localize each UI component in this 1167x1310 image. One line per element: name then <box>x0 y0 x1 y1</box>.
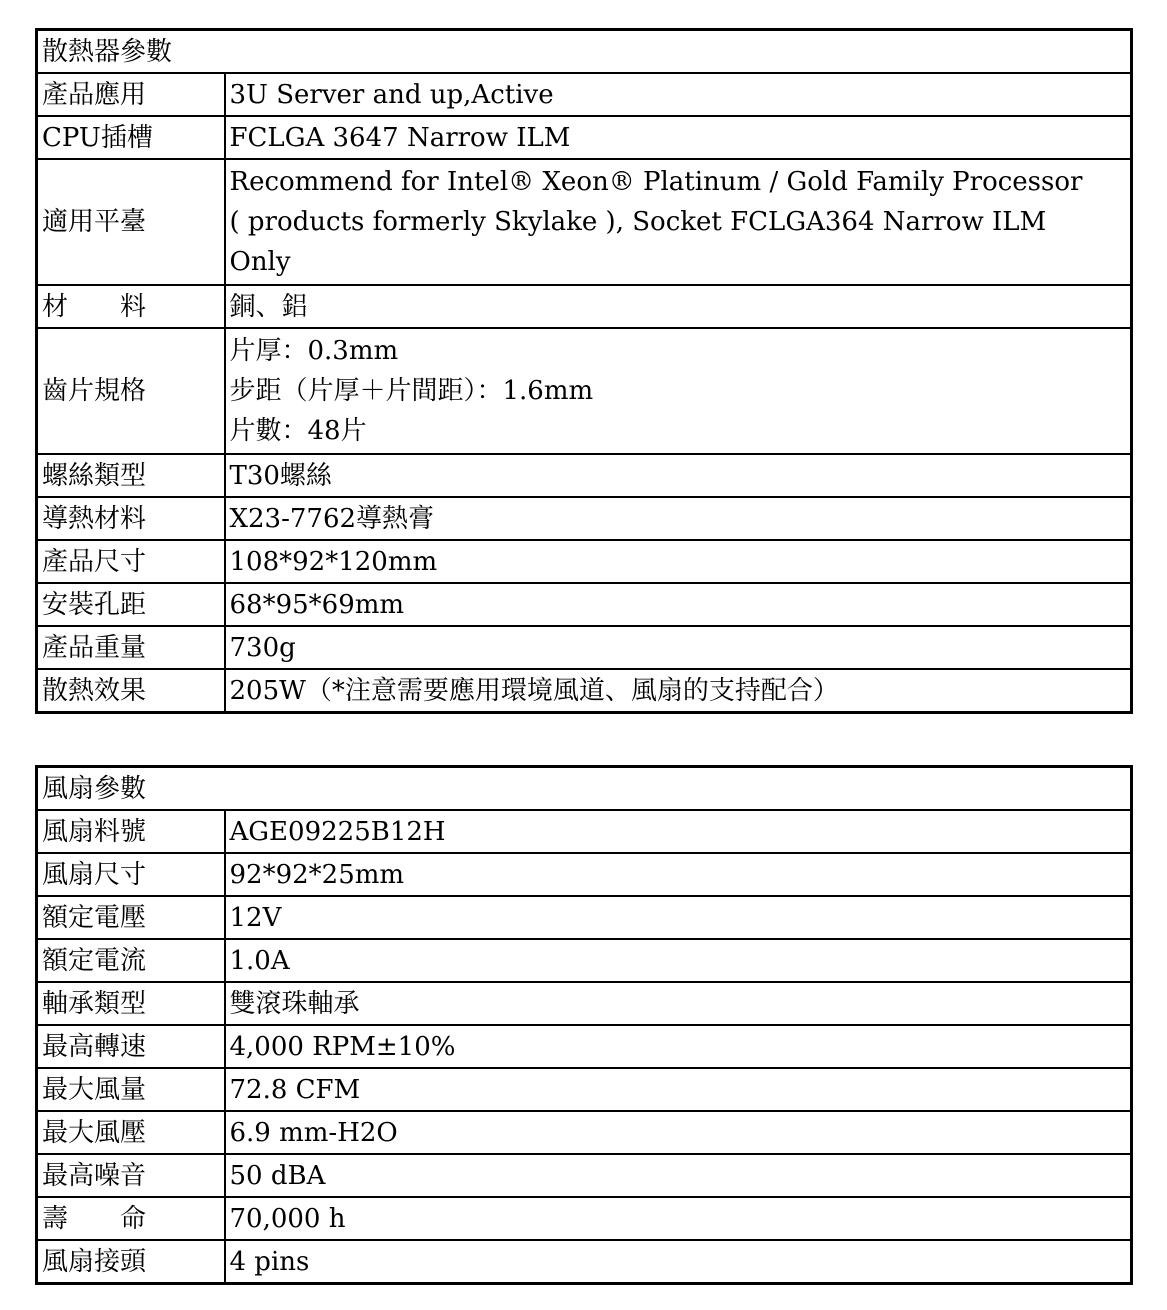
heatsink-spec-table <box>35 28 1133 714</box>
heatsink-value-fin-spec <box>225 328 1132 454</box>
heatsink-value-screw-type: T30螺絲 <box>225 454 1132 497</box>
heatsink-value-hole-spacing: 68*95*69mm <box>225 583 1132 626</box>
heatsink-table-title: 散熱器參數 <box>37 30 1132 74</box>
fan-label-connector: 風扇接頭 <box>37 1240 225 1284</box>
fan-label-max-speed: 最高轉速 <box>37 1025 225 1068</box>
platform-line-2: ( products formerly Skylake ), Socket FCLGA364 Narrow ILM <box>229 207 1047 237</box>
fan-table-title: 風扇參數 <box>37 767 1132 811</box>
fan-value-max-noise: 50 dBA <box>225 1154 1132 1197</box>
fan-value-max-pressure: 6.9 mm-H2O <box>225 1111 1132 1154</box>
heatsink-label-platform: 適用平臺 <box>37 159 225 285</box>
heatsink-value-weight: 730g <box>225 626 1132 669</box>
heatsink-label-thermal-material: 導熱材料 <box>37 497 225 540</box>
fin-spec-line-1: 片厚：0.3mm <box>229 336 399 366</box>
fan-label-rated-current: 額定電流 <box>37 939 225 982</box>
fan-value-rated-current: 1.0A <box>225 939 1132 982</box>
fan-value-size: 92*92*25mm <box>225 853 1132 896</box>
fan-label-max-airflow: 最大風量 <box>37 1068 225 1111</box>
heatsink-label-size: 產品尺寸 <box>37 540 225 583</box>
heatsink-label-material: 材 料 <box>37 285 225 328</box>
heatsink-value-application: 3U Server and up,Active <box>225 73 1132 116</box>
fan-value-rated-voltage: 12V <box>225 896 1132 939</box>
fan-value-part-number: AGE09225B12H <box>225 810 1132 853</box>
heatsink-label-fin-spec: 齒片規格 <box>37 328 225 454</box>
fan-label-max-pressure: 最大風壓 <box>37 1111 225 1154</box>
fan-label-lifetime: 壽 命 <box>37 1197 225 1240</box>
fan-value-max-airflow: 72.8 CFM <box>225 1068 1132 1111</box>
heatsink-label-screw-type: 螺絲類型 <box>37 454 225 497</box>
platform-line-1: Recommend for Intel® Xeon® Platinum / Gold Family Processor <box>229 167 1083 197</box>
heatsink-value-platform <box>225 159 1132 285</box>
heatsink-value-cpu-socket: FCLGA 3647 Narrow ILM <box>225 116 1132 159</box>
fan-value-connector: 4 pins <box>225 1240 1132 1284</box>
heatsink-value-material: 銅、鋁 <box>225 285 1132 328</box>
fan-value-bearing-type: 雙滾珠軸承 <box>225 982 1132 1025</box>
heatsink-label-weight: 產品重量 <box>37 626 225 669</box>
heatsink-label-cooling-effect: 散熱效果 <box>37 669 225 713</box>
fan-label-max-noise: 最高噪音 <box>37 1154 225 1197</box>
platform-line-3: Only <box>229 247 291 277</box>
heatsink-label-cpu-socket: CPU插槽 <box>37 116 225 159</box>
fan-spec-table <box>35 765 1133 1285</box>
heatsink-value-size: 108*92*120mm <box>225 540 1132 583</box>
fan-label-bearing-type: 軸承類型 <box>37 982 225 1025</box>
fin-spec-line-2: 步距（片厚＋片間距）：1.6mm <box>229 376 594 406</box>
fan-label-part-number: 風扇料號 <box>37 810 225 853</box>
heatsink-value-cooling-effect: 205W（*注意需要應用環境風道、風扇的支持配合） <box>225 669 1132 713</box>
heatsink-value-thermal-material: X23-7762導熱膏 <box>225 497 1132 540</box>
fan-value-lifetime: 70,000 h <box>225 1197 1132 1240</box>
fan-label-size: 風扇尺寸 <box>37 853 225 896</box>
heatsink-label-application: 產品應用 <box>37 73 225 116</box>
fan-label-rated-voltage: 額定電壓 <box>37 896 225 939</box>
heatsink-label-hole-spacing: 安裝孔距 <box>37 583 225 626</box>
fan-value-max-speed: 4,000 RPM±10% <box>225 1025 1132 1068</box>
fin-spec-line-3: 片數：48片 <box>229 416 367 446</box>
